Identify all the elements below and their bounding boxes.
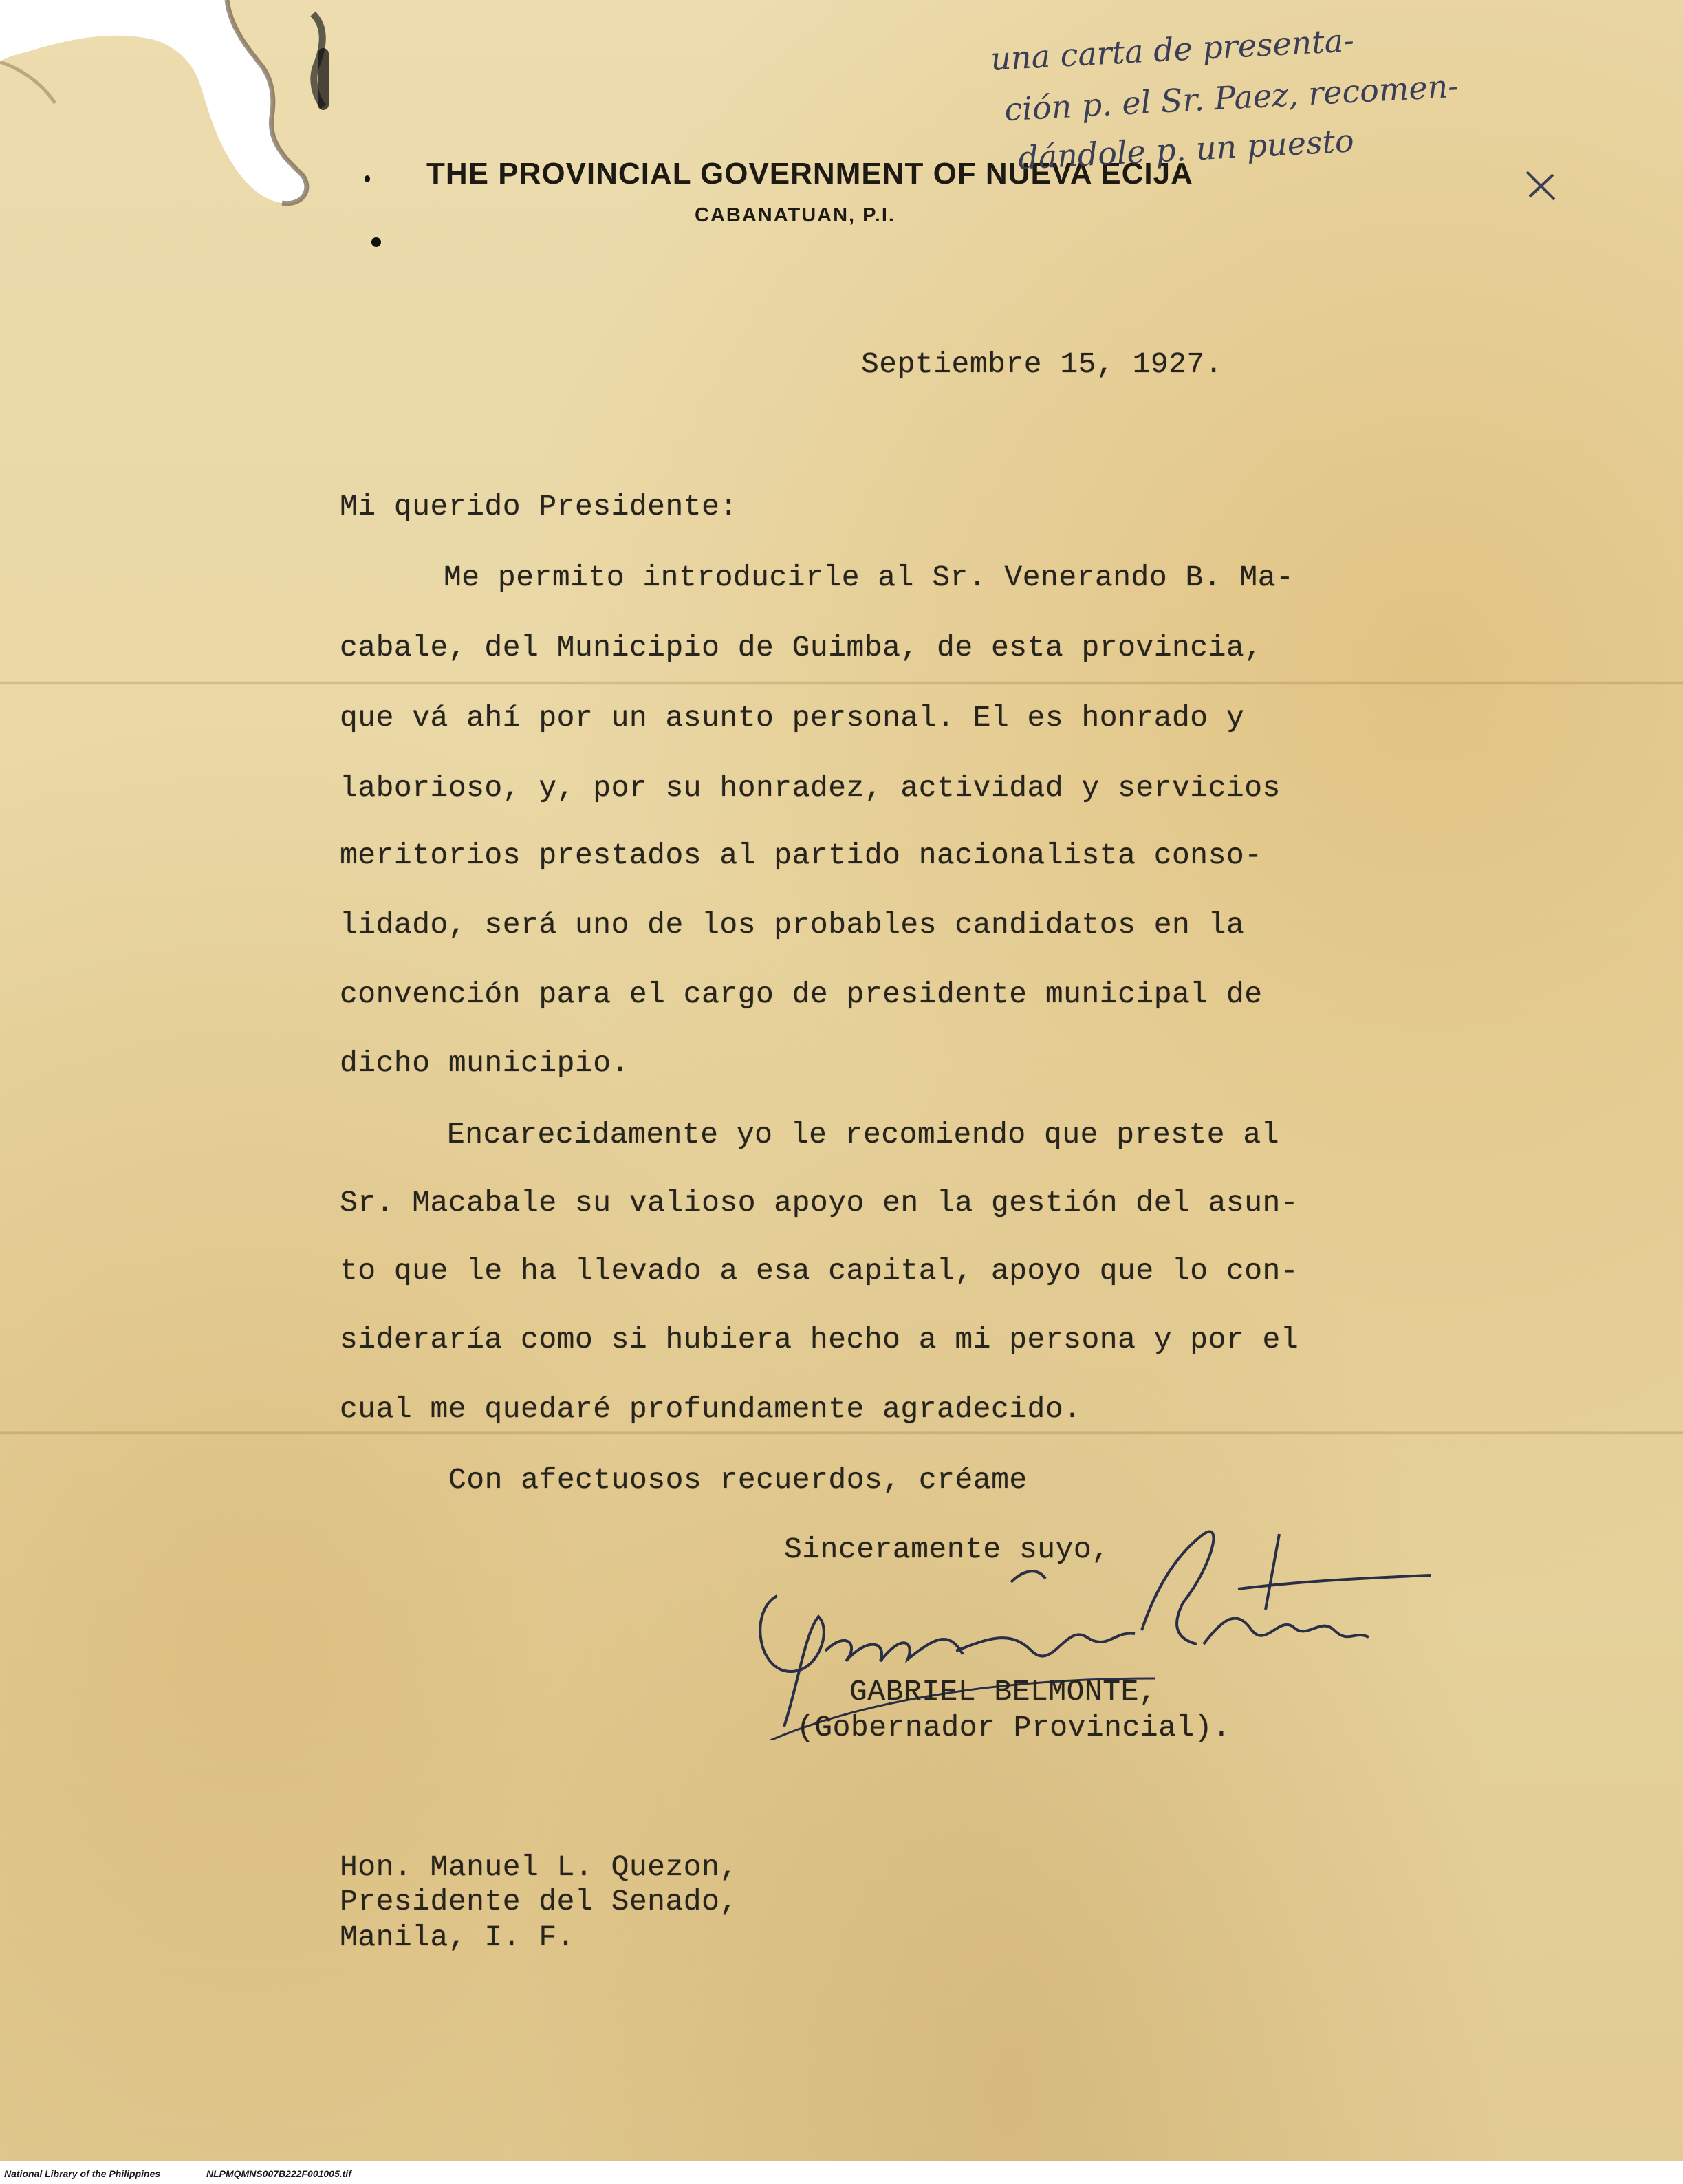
body-line: que vá ahí por un asunto personal. El es honrado y — [340, 701, 1245, 735]
body-line: Sr. Macabale su valioso apoyo en la gestión del asun- — [340, 1186, 1299, 1220]
torn-corner — [0, 0, 385, 248]
body-line-closing-phrase: Con afectuosos recuerdos, créame — [448, 1463, 1028, 1497]
addressee-line: Hon. Manuel L. Quezon, — [340, 1850, 738, 1884]
body-line: meritorios prestados al partido nacionalista conso- — [340, 839, 1263, 872]
ink-spot — [318, 48, 329, 110]
body-line: lidado, será uno de los probables candidatos en la — [340, 908, 1245, 942]
salutation: Mi querido Presidente: — [340, 490, 738, 523]
signer-title: (Gobernador Provincial). — [796, 1711, 1231, 1744]
ink-spot — [371, 237, 381, 247]
closing: Sinceramente suyo, — [784, 1533, 1110, 1566]
letterhead-title: THE PROVINCIAL GOVERNMENT OF NUEVA ECIJA — [426, 157, 1193, 191]
addressee-line: Presidente del Senado, — [340, 1885, 738, 1918]
letter-date: Septiembre 15, 1927. — [861, 347, 1224, 381]
addressee-line: Manila, I. F. — [340, 1921, 575, 1954]
handwritten-note-line-3: dándole p. un puesto — [1017, 122, 1355, 177]
body-line: convención para el cargo de presidente municipal de — [340, 977, 1263, 1011]
fold-line-middle — [0, 1431, 1683, 1435]
body-line: Me permito introducirle al Sr. Venerando B. Ma- — [444, 561, 1294, 594]
body-line: laborioso, y, por su honradez, actividad y servicios — [340, 771, 1281, 805]
body-line: sideraría como si hubiera hecho a mi persona y por el — [340, 1323, 1299, 1356]
annotation-mark — [1520, 165, 1561, 206]
handwritten-note-line-1: una carta de presenta- — [989, 21, 1355, 78]
footer-file-id: NLPMQMNS007B222F001005.tif — [206, 2168, 351, 2179]
letterhead-city: CABANATUAN, P.I. — [695, 204, 895, 226]
body-line: to que le ha llevado a esa capital, apoyo que lo con- — [340, 1254, 1299, 1288]
body-line: dicho municipio. — [340, 1046, 629, 1080]
footer-library: National Library of the Philippines — [4, 2168, 161, 2179]
ink-spot — [365, 175, 370, 182]
signer-name: GABRIEL BELMONTE, — [849, 1675, 1158, 1709]
scan-footer — [0, 2161, 1683, 2184]
body-line: Encarecidamente yo le recomiendo que preste al — [447, 1118, 1279, 1152]
body-line: cabale, del Municipio de Guimba, de esta provincia, — [340, 631, 1263, 664]
handwritten-note-line-2: ción p. el Sr. Paez, recomen- — [1003, 67, 1460, 129]
body-line: cual me quedaré profundamente agradecido. — [340, 1392, 1082, 1426]
fold-line-upper — [0, 681, 1683, 685]
